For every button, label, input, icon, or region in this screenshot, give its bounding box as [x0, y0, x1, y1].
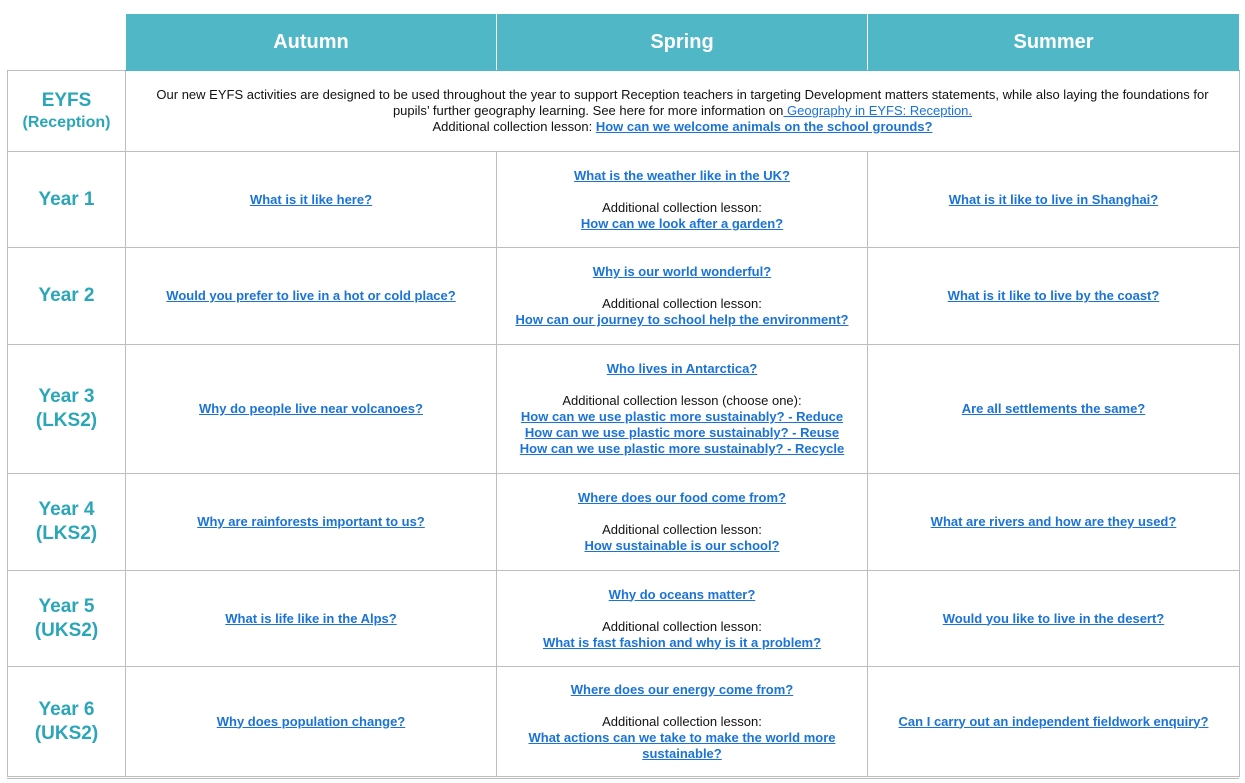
corner-cell	[8, 14, 126, 71]
spring-cell	[497, 474, 868, 571]
autumn-cell	[126, 152, 497, 248]
autumn-cell	[126, 571, 497, 667]
row-label	[8, 248, 126, 345]
summer-lesson-link[interactable]: Can I carry out an independent fieldwork enquiry?	[898, 713, 1209, 729]
spring-cell	[497, 152, 868, 248]
additional-lesson-link[interactable]: How sustainable is our school?	[584, 538, 780, 553]
spring-lesson-link[interactable]: Where does our energy come from?	[570, 681, 794, 697]
additional-lesson-link[interactable]: How can we use plastic more sustainably? - Recycle	[519, 441, 845, 456]
autumn-lesson-link[interactable]: What is life like in the Alps?	[225, 610, 397, 626]
row-title: Year 4	[38, 499, 95, 520]
table-row	[8, 667, 1240, 777]
summer-cell	[868, 667, 1240, 777]
spring-cell	[497, 345, 868, 474]
row-subtitle: (LKS2)	[35, 410, 98, 431]
spring-lesson-link[interactable]: Who lives in Antarctica?	[606, 361, 758, 376]
spring-cell	[497, 248, 868, 345]
row-label	[8, 474, 126, 571]
row-label	[8, 571, 126, 667]
table-row	[8, 474, 1240, 571]
row-title: Year 1	[38, 188, 95, 210]
table-row	[8, 248, 1240, 345]
autumn-cell	[126, 345, 497, 474]
spring-cell	[497, 667, 868, 777]
spring-lesson-link[interactable]: What is the weather like in the UK?	[574, 167, 790, 183]
summer-lesson-link[interactable]: What is it like to live in Shanghai?	[948, 191, 1159, 207]
autumn-cell	[126, 474, 497, 571]
autumn-lesson-link[interactable]: What is it like here?	[249, 191, 373, 207]
table-row	[8, 571, 1240, 667]
additional-lesson-link[interactable]: How can our journey to school help the environment?	[515, 312, 849, 327]
additional-lesson-link[interactable]: How can we use plastic more sustainably? - Reuse	[524, 425, 840, 440]
season-header-row	[8, 14, 1240, 71]
season-header-summer: Summer	[868, 14, 1240, 71]
season-header-spring: Spring	[497, 14, 868, 71]
spring-lesson-link[interactable]: Why do oceans matter?	[608, 586, 756, 602]
additional-lesson-label: Additional collection lesson:	[602, 713, 762, 729]
additional-lesson-label: Additional collection lesson:	[602, 199, 762, 215]
row-title: Year 6	[38, 698, 95, 720]
additional-lesson-label: Additional collection lesson:	[602, 522, 762, 537]
row-subtitle: (UKS2)	[34, 722, 99, 744]
summer-cell	[868, 345, 1240, 474]
row-eyfs	[8, 71, 1240, 152]
autumn-lesson-link[interactable]: Why are rainforests important to us?	[197, 514, 425, 529]
eyfs-text: Our new EYFS activities are designed to be used throughout the year to support Reception teachers in targeting Development matters statements, while also laying the foundations for pupils’ further geography learning. See here for more information on	[156, 87, 1209, 118]
eyfs-extra-label: Additional collection lesson:	[432, 119, 596, 134]
additional-lesson-link[interactable]: What is fast fashion and why is it a problem?	[542, 634, 822, 650]
summer-lesson-link[interactable]: Are all settlements the same?	[961, 401, 1146, 416]
additional-lesson-link[interactable]: How can we look after a garden?	[580, 215, 784, 231]
summer-lesson-link[interactable]: What is it like to live by the coast?	[947, 288, 1160, 303]
eyfs-description	[126, 71, 1240, 152]
row-title: EYFS	[41, 90, 92, 111]
row-label	[8, 667, 126, 777]
row-title: Year 5	[38, 595, 95, 617]
row-label-eyfs	[8, 71, 126, 152]
row-subtitle: (LKS2)	[35, 523, 98, 544]
additional-lesson-link[interactable]: How can we use plastic more sustainably? - Reduce	[520, 409, 844, 424]
table-row	[8, 152, 1240, 248]
additional-lesson-label: Additional collection lesson:	[602, 618, 762, 634]
summer-lesson-link[interactable]: What are rivers and how are they used?	[930, 514, 1177, 529]
additional-lesson-link[interactable]: What actions can we take to make the world more sustainable?	[528, 729, 836, 761]
row-title: Year 3	[38, 386, 95, 407]
spring-lesson-link[interactable]: Where does our food come from?	[577, 490, 786, 505]
spring-cell	[497, 571, 868, 667]
row-label	[8, 345, 126, 474]
table-row	[8, 345, 1240, 474]
autumn-lesson-link[interactable]: Would you prefer to live in a hot or cold place?	[166, 288, 456, 303]
table-bottom-edge	[7, 778, 1239, 783]
summer-cell	[868, 152, 1240, 248]
season-header-autumn: Autumn	[126, 14, 497, 71]
additional-lesson-label: Additional collection lesson (choose one):	[562, 393, 802, 408]
curriculum-table	[7, 13, 1240, 777]
autumn-lesson-link[interactable]: Why does population change?	[216, 713, 406, 729]
row-title: Year 2	[38, 285, 95, 306]
summer-lesson-link[interactable]: Would you like to live in the desert?	[942, 610, 1165, 626]
row-subtitle: (UKS2)	[34, 619, 99, 641]
additional-lesson-label: Additional collection lesson:	[602, 296, 762, 311]
summer-cell	[868, 248, 1240, 345]
row-subtitle: (Reception)	[22, 114, 111, 131]
eyfs-extra-link[interactable]: How can we welcome animals on the school grounds?	[595, 119, 933, 134]
spring-lesson-link[interactable]: Why is our world wonderful?	[592, 264, 772, 279]
autumn-cell	[126, 248, 497, 345]
eyfs-link[interactable]: Geography in EYFS: Reception.	[783, 103, 973, 118]
summer-cell	[868, 571, 1240, 667]
autumn-lesson-link[interactable]: Why do people live near volcanoes?	[199, 401, 423, 416]
summer-cell	[868, 474, 1240, 571]
autumn-cell	[126, 667, 497, 777]
row-label	[8, 152, 126, 248]
